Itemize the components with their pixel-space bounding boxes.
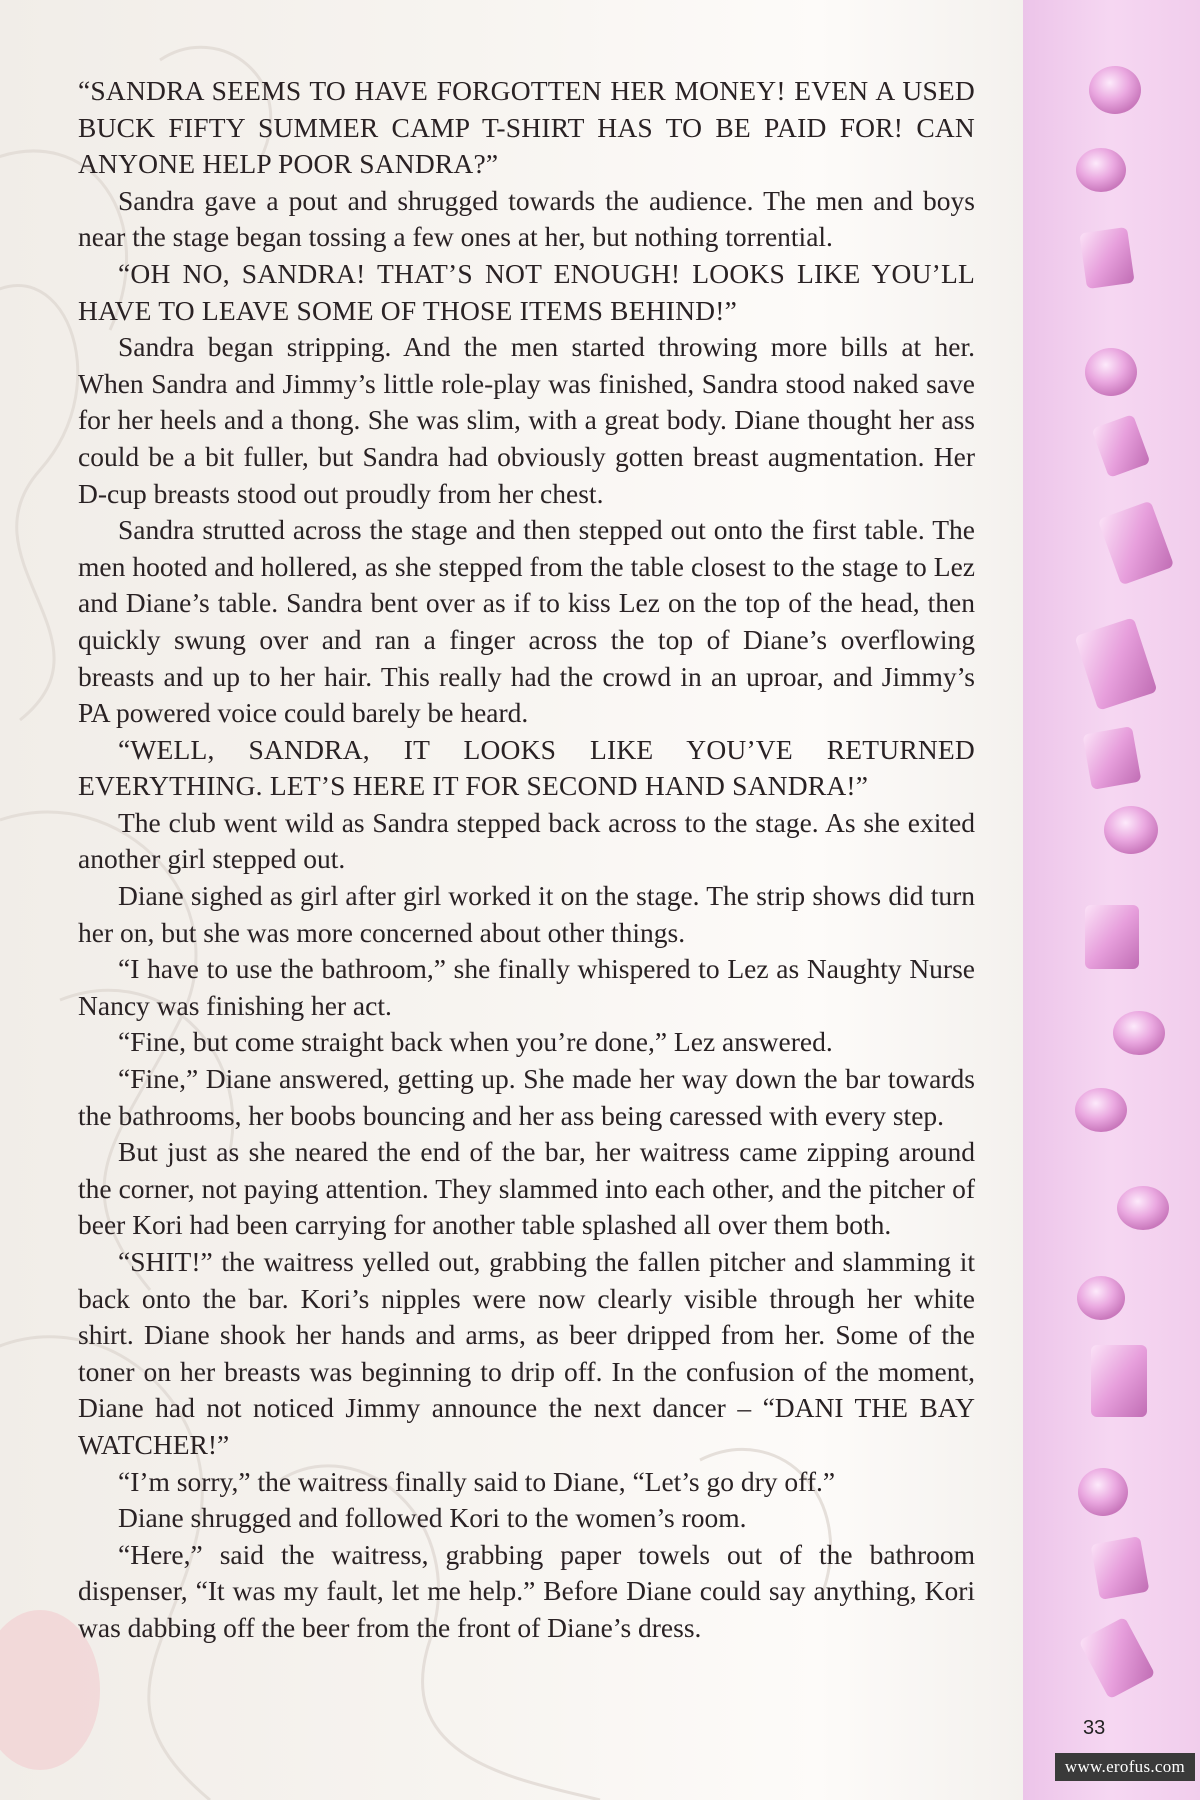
page-number: 33 <box>1083 1717 1106 1739</box>
announcement-paragraph: “OH NO, SANDRA! THAT’S NOT ENOUGH! LOOKS LIKE YOU’LL HAVE TO LEAVE SOME OF THOSE ITEMS BEHIND!” <box>78 257 975 326</box>
gem-column <box>1023 0 1200 1800</box>
announcement-paragraph: “SANDRA SEEMS TO HAVE FORGOTTEN HER MONEY! EVEN A USED BUCK FIFTY SUMMER CAMP T-SHIRT HAS TO BE PAID FOR! CAN ANYONE HELP POOR SANDRA?” <box>78 75 975 180</box>
paragraph: Diane sighed as girl after girl worked it on the stage. The strip shows did turn her on, but she was more concerned about other things. <box>78 880 975 948</box>
gem-sidebar <box>1023 0 1200 1800</box>
paragraph: But just as she neared the end of the bar, her waitress came zipping around the corner, not paying attention. They slammed into each other, and the pitcher of beer Kori had been carrying for another table splashed all over them both. <box>78 1136 975 1241</box>
paragraph: “I’m sorry,” the waitress finally said to Diane, “Let’s go dry off.” <box>118 1465 836 1497</box>
paragraph: “Here,” said the waitress, grabbing paper towels out of the bathroom dispenser, “It was my fault, let me help.” Before Diane could say anything, Kori was dabbing off the beer from the front of Diane’s dress. <box>78 1538 975 1643</box>
paragraph: The club went wild as Sandra stepped back across to the stage. As she exited another girl stepped out. <box>78 806 975 875</box>
paragraph: “I have to use the bathroom,” she finally whispered to Lez as Naughty Nurse Nancy was finishing her act. <box>78 953 975 1021</box>
paragraph: “Fine, but come straight back when you’re done,” Lez answered. <box>118 1026 833 1058</box>
paragraph: Sandra gave a pout and shrugged towards the audience. The men and boys near the stage began tossing a few ones at her, but nothing torrential. <box>78 184 975 253</box>
paragraph: Sandra strutted across the stage and then stepped out onto the first table. The men hooted and hollered, as she stepped from the table closest to the stage to Lez and Diane’s table. Sandra bent over as if to kiss Lez on the top of the head, then quickly swung over and ran a finger across the top of Diane’s overflowing breasts and up to her hair. This really had the crowd in an uproar, and Jimmy’s PA powered voice could barely be heard. <box>78 514 975 729</box>
story-text <box>78 73 975 1647</box>
paragraph: Diane shrugged and followed Kori to the women’s room. <box>118 1502 747 1534</box>
watermark-link[interactable]: www.erofus.com <box>1055 1753 1195 1781</box>
paragraph: Sandra began stripping. And the men started throwing more bills at her. When Sandra and Jimmy’s little role-play was finished, Sandra stood naked save for her heels and a thong. She was slim, with a great body. Diane thought her ass could be a bit fuller, but Sandra had obviously gotten breast augmentation. Her D-cup breasts stood out proudly from her chest. <box>78 331 975 509</box>
paragraph: “SHIT!” the waitress yelled out, grabbing the fallen pitcher and slamming it back onto the bar. Kori’s nipples were now clearly visible through her white shirt. Diane shook her hands and arms, as beer dripped from her. Some of the toner on her breasts was beginning to drip off. In the confusion of the moment, Diane had not noticed Jimmy announce the next dancer – “DANI THE BAY WATCHER!” <box>78 1246 975 1460</box>
pink-gem-icon <box>1074 66 1174 1699</box>
announcement-paragraph: “WELL, SANDRA, IT LOOKS LIKE YOU’VE RETURNED EVERYTHING. LET’S HERE IT FOR SECOND HAND SANDRA!” <box>78 733 975 802</box>
paragraph: “Fine,” Diane answered, getting up. She made her way down the bar towards the bathrooms, her boobs bouncing and her ass being caressed with every step. <box>78 1063 975 1131</box>
